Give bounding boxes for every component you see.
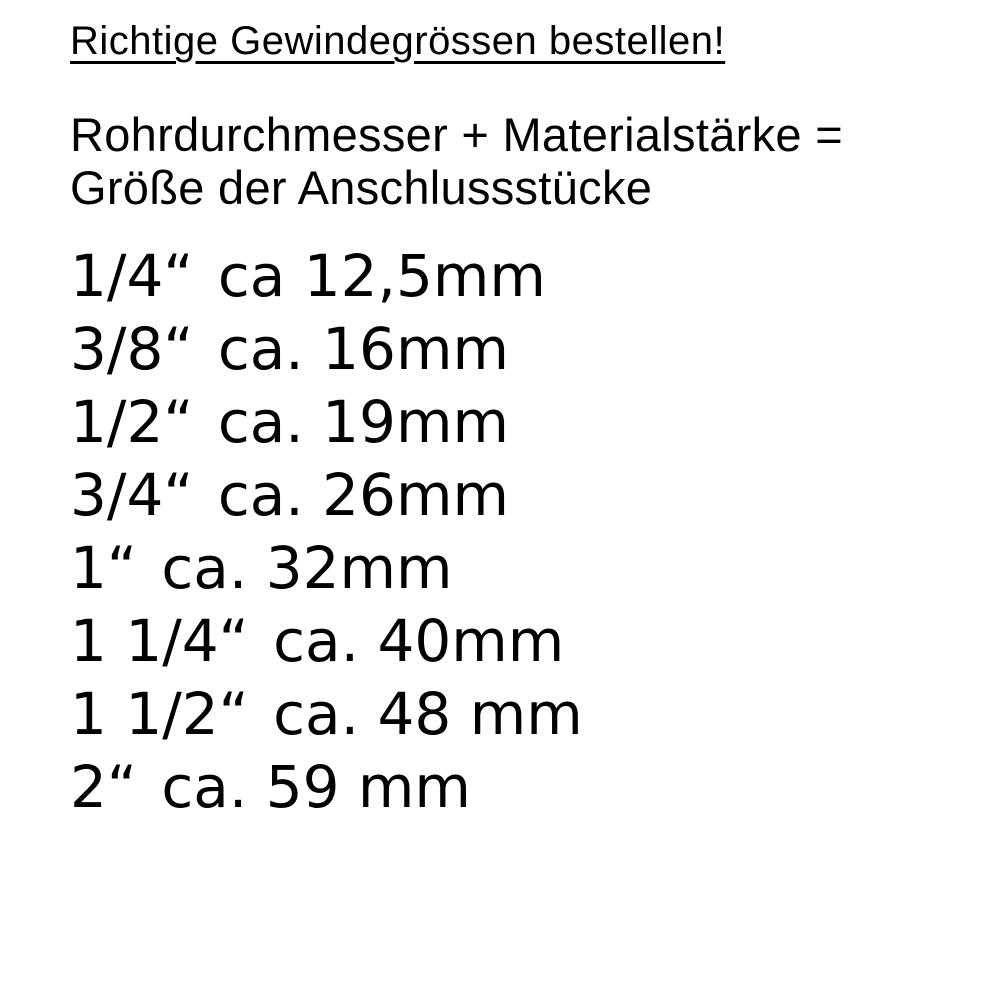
size-mm: ca. 19mm bbox=[217, 388, 509, 457]
size-mm: ca 12,5mm bbox=[217, 242, 546, 311]
size-mm: ca. 48 mm bbox=[273, 680, 583, 749]
size-mm: ca. 40mm bbox=[273, 607, 565, 676]
size-inches: 1“ bbox=[70, 534, 137, 603]
size-row bbox=[70, 751, 960, 824]
page-title-text: Richtige Gewindegrössen bestellen! bbox=[70, 19, 726, 63]
size-inches: 1/4“ bbox=[70, 242, 194, 311]
page-title bbox=[70, 18, 960, 64]
size-inches: 1/2“ bbox=[70, 388, 194, 457]
size-row bbox=[70, 605, 960, 678]
subtitle bbox=[70, 108, 960, 214]
size-inches: 3/4“ bbox=[70, 461, 194, 530]
size-mm: ca. 59 mm bbox=[161, 753, 471, 822]
size-row bbox=[70, 532, 960, 605]
size-mm: ca. 32mm bbox=[161, 534, 453, 603]
size-row bbox=[70, 386, 960, 459]
size-mm: ca. 16mm bbox=[217, 315, 509, 384]
subtitle-line-2: Größe der Anschlussstücke bbox=[70, 161, 653, 215]
size-inches: 1 1/2“ bbox=[70, 680, 249, 749]
size-row bbox=[70, 459, 960, 532]
subtitle-line-1: Rohrdurchmesser + Materialstärke = bbox=[70, 108, 843, 161]
size-row bbox=[70, 240, 960, 313]
size-list bbox=[70, 240, 960, 824]
size-inches: 1 1/4“ bbox=[70, 607, 249, 676]
size-row bbox=[70, 678, 960, 751]
size-inches: 3/8“ bbox=[70, 315, 194, 384]
size-row bbox=[70, 313, 960, 386]
size-mm: ca. 26mm bbox=[217, 461, 509, 530]
size-inches: 2“ bbox=[70, 753, 137, 822]
